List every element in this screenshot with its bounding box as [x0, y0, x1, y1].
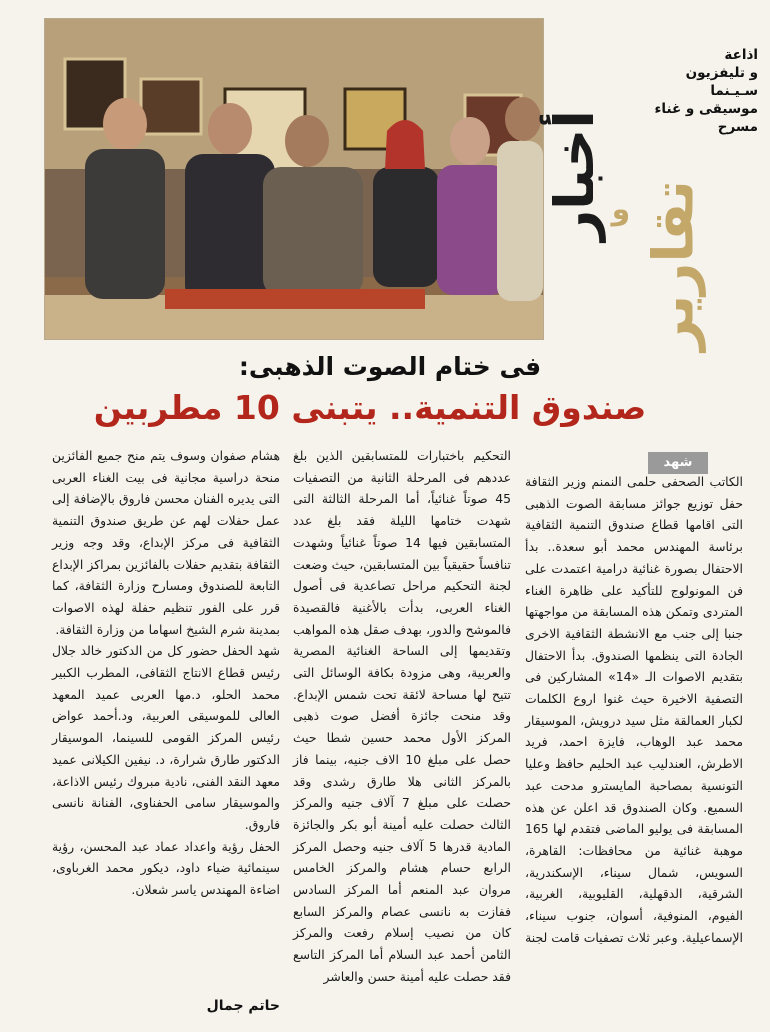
section-link-cinema: سـيـنما [710, 83, 758, 99]
column-left-paragraph-3: الحفل رؤية واعداد عماد عبد المحسن، رؤية سينمائية ضياء داود، ديكور محمد الغرباوى، اضاءة المهندس ياسر شعلان. [52, 838, 280, 898]
section-title-main [544, 60, 604, 290]
article-kicker: فى ختام الصوت الذهبى: [238, 352, 542, 381]
event-photo [44, 18, 544, 340]
article-column-right [525, 445, 743, 948]
article-tag: شهد [648, 452, 708, 474]
article-author: حاتم جمال [206, 998, 280, 1014]
article-column-left [52, 445, 280, 901]
section-links [588, 46, 758, 136]
section-title-join: و [611, 192, 631, 227]
section-header [542, 40, 762, 351]
section-link-music: موسيقى و غناء [654, 101, 758, 117]
column-left-paragraph-2: شهد الحفل حضور كل من الدكتور خالد جلال رئيس قطاع الانتاج الثقافى، المطرب الكبير محمد الحلو، د.مها العربى عميد المعهد العالى للموسيقى العربية، ود.أحمد عواض رئيس المركز القومى للسينما، الموسيقار الدكتور طارق شرارة، د. نيفين الكيلانى عميد معهد النقد الفنى، نادية مبروك رئيس الاذاعة، والموسيقار سامى الحفناوى، الفنانة نانسى فاروق. [52, 643, 280, 832]
column-right-text: الكاتب الصحفى حلمى النمنم وزير الثقافة حفل توزيع جوائز مسابقة الصوت الذهبى التى اقامها قطاع صندوق التنمية الثقافية برئاسة المهندس محمد أبو سعدة.. بدأ الاحتفال بصورة غنائية درامية اعتمدت على فن المونولوج للتأكيد على ظاهرة الغناء المتردى وتمكن هذه المسابقة من مواجهتها جنبا إلى جنب مع الانشطة الثقافية الاخرى الجادة التى ينظمها الصندوق. بدأ الاحتفال بتقديم الاصوات الـ «14» المشاركين فى التصفية الاخيرة حيث غنوا اروع الكلمات لكبار العمالقة مثل سيد درويش، الموسيقار محمد عبد الوهاب، فايزة احمد، فريد الاطرش، العندليب عبد الحليم حافظ وعليا التونسية بمصاحبة المايسترو مدحت عبد السميع. وكان الصندوق قد اعلن عن هذه المسابقة فى يوليو الماضى فتقدم لها 165 موهبة غنائية من محافظات: القاهرة، السويس، شمال سيناء، الإسكندرية، الشرقية، الدقهلية، القليوبية، الغربية، الفيوم، المنوفية، أسوان، جنوب سيناء، الإسماعيلية. وعبر ثلاث تصفيات قامت لجنة [525, 474, 743, 945]
section-link-tv: و تليفزيون [685, 65, 758, 81]
section-link-radio: اذاعة [724, 47, 758, 63]
section-title-main-text: أخبار [542, 109, 606, 241]
column-left-paragraph-1: هشام صفوان وسوف يتم منح جميع الفائزين منحة دراسية مجانية فى بيت الغناء العربى التى يديره الفنان محسن فاروق بالإضافة إلى عمل حفلات لهم عن طريق صندوق التنمية الثقافية فى مركز الإبداع، وقد وجه وزير الثقافة بتقديم حفلات بالفائزين بمراكز الإبداع التابعة للصندوق ومسارح وزارة الثقافة، كما قرر على الفور تنظيم حفلة لهذه الاصوات بمدينة شرم الشيخ اسهاما من وزارة الثقافة. [52, 448, 280, 637]
event-photo-illustration [45, 19, 543, 339]
section-link-theater: مسرح [717, 119, 758, 135]
article-column-middle [293, 445, 511, 988]
column-middle-text: التحكيم باختبارات للمتسابقين الذين بلغ عددهم فى المرحلة الثانية من التصفيات 45 صوتاً غنائياً، أما المرحلة الثالثة التى شهدت ختامها الليلة فقد بلغ عدد المتسابقين فيها 14 صوتاً غنائياً وشهدت تنافساً حقيقياً بين المتسابقين، حيث وضعت لجنة التحكيم مراحل تصاعدية فى أصول الغناء العربى، بدأت بالأغنية فالقصيدة فالموشح والدور، بهدف صقل هذه المواهب وتقديمها إلى الساحة الغنائية المصرية والعربية، وهى مزودة بكافة الوسائل التى تتيح لها مساحة لائقة تحت شمس الإبداع. وقد منحت جائزة أفضل صوت ذهبى المركز الأول محمد حسين شطا حيث حصل على مبلغ 10 الاف جنيه، بينما فاز بالمركز الثانى هلا طارق رشدى وقد حصلت على مبلغ 7 آلاف جنيه والمركز الثالث حصلت عليه أمينة أبو بكر والجائزة المادية قدرها 5 آلاف جنيه وحصل المركز الرابع حسام هشام والمركز الخامس مروان عبد المنعم أما المركز السادس ففازت به نانسى عصام والمركز السابع كان من نصيب إسلام رفعت والمركز الثامن أحمد عبد السلام أما المركز التاسع فقد حصلت عليه أمينة حسن والعاشر [293, 448, 512, 984]
article-headline: صندوق التنمية.. يتبنى 10 مطربين [93, 388, 647, 427]
section-title-second-text: تقارير [641, 179, 707, 351]
